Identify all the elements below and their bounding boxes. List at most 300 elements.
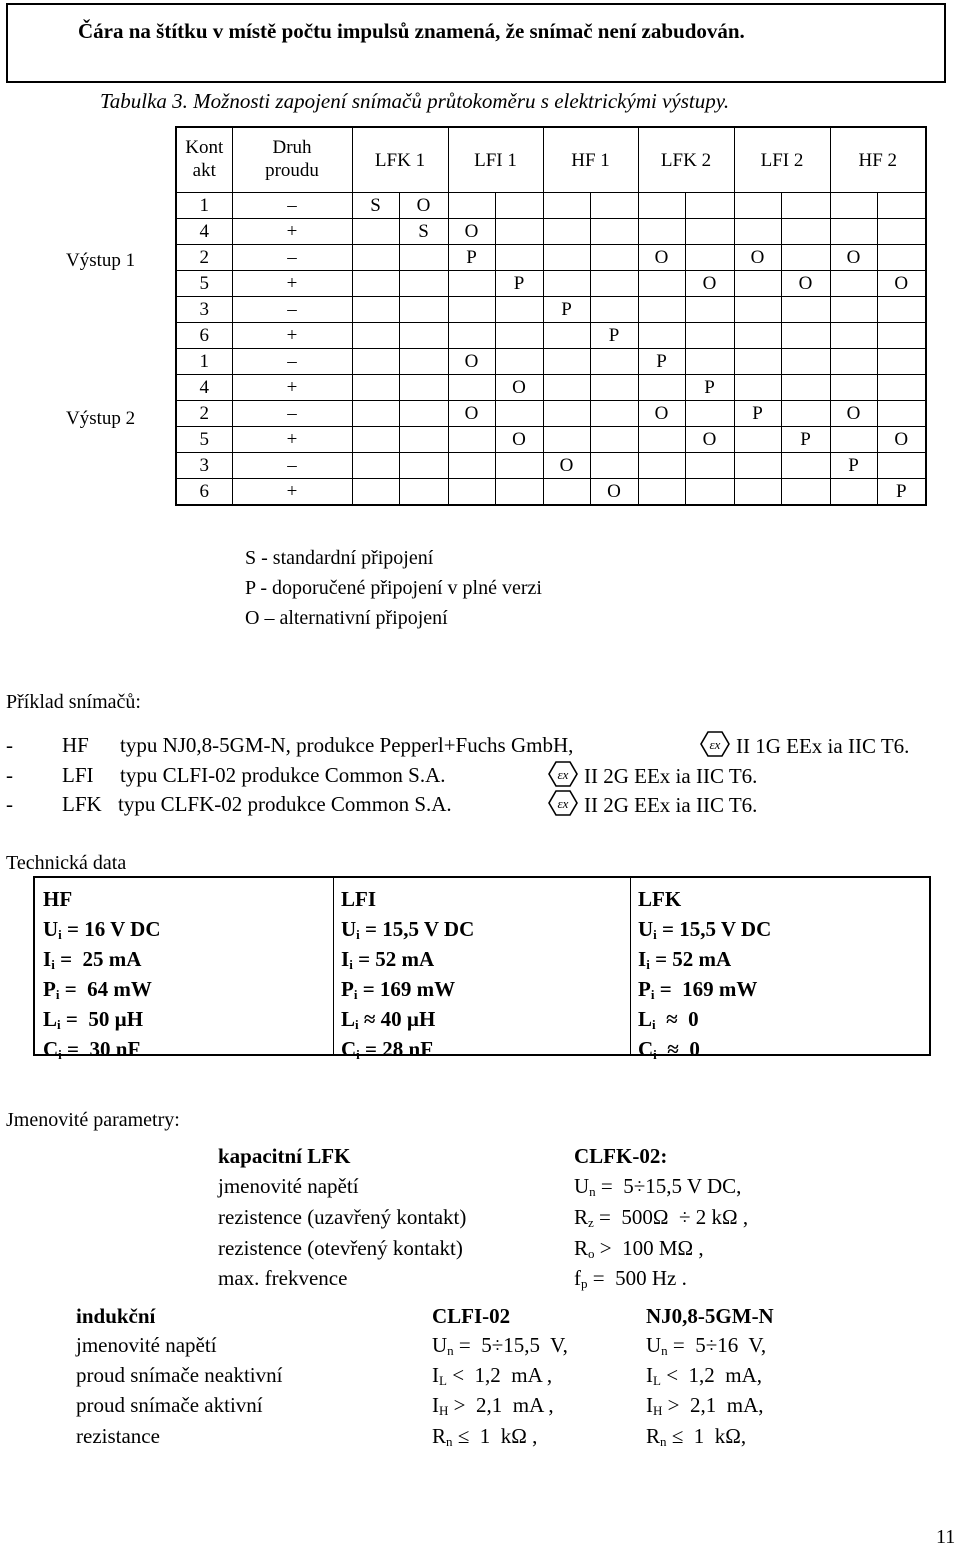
cap-param-name: rezistence (otevřený kontakt): [218, 1236, 463, 1260]
value-text: [646, 1363, 762, 1387]
contact-cell: 3: [176, 297, 232, 323]
connection-cell: [877, 323, 926, 349]
tech-line: [638, 1034, 771, 1064]
connection-cell: [685, 297, 734, 323]
ind-param-name: jmenovité napětí: [76, 1333, 217, 1357]
connection-cell: [877, 349, 926, 375]
value: = 15,5 V DC: [656, 917, 772, 941]
value: > 2,1 mA ,: [448, 1393, 554, 1417]
subscript: i: [57, 1017, 61, 1032]
contact-cell: 6: [176, 479, 232, 506]
symbol: P: [341, 977, 354, 1001]
cap-param-value: [574, 1238, 704, 1259]
connection-cell: [830, 297, 877, 323]
connection-cell: [352, 245, 399, 271]
tech-line: [341, 944, 474, 974]
symbol: U: [341, 917, 357, 941]
tech-line: [341, 1034, 474, 1064]
connection-cell: [638, 453, 685, 479]
ind-param-value-clfi: [432, 1395, 554, 1416]
connection-cell: [781, 453, 830, 479]
symbol: U: [432, 1333, 448, 1357]
connection-cell: [830, 349, 877, 375]
connection-cell: [781, 323, 830, 349]
header-lfi2: LFI 2: [734, 127, 830, 193]
connection-cell: [352, 375, 399, 401]
tech-line: [638, 974, 771, 1004]
connection-cell: [352, 271, 399, 297]
value-text: [341, 917, 474, 941]
svg-text:εx: εx: [557, 767, 569, 782]
legend-p: P - doporučené připojení v plné verzi: [245, 577, 542, 599]
table-row: [176, 297, 926, 323]
value: = 52 mA: [352, 947, 435, 971]
value-text: [638, 977, 757, 1001]
tech-line: [43, 944, 161, 974]
connection-cell: [685, 323, 734, 349]
symbol: U: [574, 1174, 590, 1198]
subscript: i: [353, 987, 358, 1002]
value-text: [638, 1007, 699, 1031]
table-row: [176, 375, 926, 401]
subscript: i: [51, 957, 55, 972]
connection-cell: [399, 245, 448, 271]
page-number: 11: [936, 1526, 956, 1548]
tech-line: [341, 974, 474, 1004]
subscript: i: [355, 1017, 359, 1032]
ex-hexagon-icon: [700, 731, 730, 757]
connection-cell: [781, 375, 830, 401]
table-row: [176, 453, 926, 479]
value: ≤ 1 kΩ,: [666, 1424, 747, 1448]
contact-cell: 4: [176, 375, 232, 401]
cert-text: II 2G EEx ia IIC T6.: [584, 793, 758, 817]
current-cell: –: [232, 245, 352, 271]
cap-param-name: jmenovité napětí: [218, 1174, 359, 1198]
connection-cell: [399, 427, 448, 453]
symbol: R: [574, 1205, 589, 1229]
value: < 1,2 mA,: [660, 1363, 763, 1387]
current-cell: –: [232, 453, 352, 479]
value-text: [341, 977, 455, 1001]
connection-cell: [877, 193, 926, 219]
symbol: L: [43, 1007, 58, 1031]
rated-title: Jmenovité parametry:: [6, 1109, 180, 1131]
connection-cell: [543, 245, 590, 271]
connection-cell: [543, 479, 590, 506]
connection-cell: [685, 453, 734, 479]
connection-cell: [830, 427, 877, 453]
symbol: I: [638, 947, 647, 971]
connection-cell: [781, 401, 830, 427]
connection-cell: [734, 271, 781, 297]
tech-column-lfk: [638, 884, 771, 1064]
connection-cell: [685, 401, 734, 427]
connection-cell: [590, 427, 638, 453]
connection-cell: [352, 323, 399, 349]
current-cell: –: [232, 297, 352, 323]
symbol: R: [574, 1236, 589, 1260]
subscript: n: [661, 1343, 668, 1358]
contact-cell: 1: [176, 193, 232, 219]
connection-cell: O: [590, 479, 638, 506]
connection-cell: [734, 323, 781, 349]
connection-cell: [352, 219, 399, 245]
connection-cell: [734, 297, 781, 323]
ind-param-name: proud snímače neaktivní: [76, 1363, 283, 1387]
tech-divider: [630, 878, 631, 1054]
connection-cell: P: [590, 323, 638, 349]
value: > 2,1 mA,: [662, 1393, 764, 1417]
symbol: U: [638, 917, 654, 941]
tech-divider: [333, 878, 334, 1054]
subscript: i: [653, 1047, 657, 1062]
table-row: [176, 349, 926, 375]
connection-cell: [352, 453, 399, 479]
connection-cell: [543, 349, 590, 375]
value-text: [43, 917, 161, 941]
example-text: typu CLFI-02 produkce Common S.A.: [120, 763, 446, 787]
connection-cell: [590, 219, 638, 245]
connection-cell: [495, 401, 543, 427]
value-text: [574, 1205, 748, 1229]
connection-cell: [590, 193, 638, 219]
connection-cell: [399, 479, 448, 506]
ind-param-value-nj: [646, 1426, 746, 1447]
value-text: [341, 1007, 435, 1031]
connection-cell: [448, 271, 495, 297]
contact-cell: 2: [176, 245, 232, 271]
contact-cell: 2: [176, 401, 232, 427]
symbol: I: [43, 947, 52, 971]
connection-cell: O: [448, 219, 495, 245]
connection-cell: [495, 323, 543, 349]
example-cert: [548, 761, 757, 787]
connection-cell: O: [685, 427, 734, 453]
value: = 28 nF: [359, 1037, 434, 1061]
ex-hexagon-icon: [548, 790, 578, 816]
symbol: I: [432, 1393, 439, 1417]
value-text: [638, 917, 771, 941]
value-text: [43, 1037, 140, 1061]
connection-cell: P: [638, 349, 685, 375]
connection-cell: O: [781, 271, 830, 297]
connection-cell: [590, 375, 638, 401]
tech-line: [341, 1004, 474, 1034]
tech-column-head: LFI: [341, 887, 377, 911]
connection-cell: P: [877, 479, 926, 506]
connection-cell: P: [448, 245, 495, 271]
tech-line: [43, 1004, 161, 1034]
tech-line: [43, 914, 161, 944]
value: = 500Ω ÷ 2 kΩ ,: [593, 1205, 749, 1229]
connection-cell: [399, 349, 448, 375]
subscript: z: [588, 1215, 594, 1230]
subscript: p: [581, 1276, 588, 1291]
connection-cell: [877, 453, 926, 479]
connection-cell: O: [543, 453, 590, 479]
connection-cell: [781, 193, 830, 219]
current-cell: –: [232, 349, 352, 375]
current-cell: +: [232, 323, 352, 349]
connection-cell: O: [734, 245, 781, 271]
ex-hexagon-icon: [548, 761, 578, 787]
value: = 169 mW: [654, 977, 758, 1001]
value-text: [638, 1037, 700, 1061]
note-text: Čára na štítku v místě počtu impulsů znamená, že snímač není zabudován.: [78, 19, 745, 43]
connection-cell: [352, 479, 399, 506]
value-text: [646, 1424, 746, 1448]
connection-cell: [830, 193, 877, 219]
connection-cell: [830, 271, 877, 297]
tech-title: Technická data: [6, 852, 127, 874]
subscript: n: [447, 1343, 454, 1358]
connection-cell: [877, 245, 926, 271]
connection-cell: [495, 297, 543, 323]
cap-model: CLFK-02:: [574, 1144, 668, 1168]
cap-param-value: [574, 1207, 748, 1228]
symbol: I: [646, 1393, 653, 1417]
value: = 50 µH: [60, 1007, 144, 1031]
connection-cell: [781, 479, 830, 506]
subscript: i: [58, 1047, 62, 1062]
value: ≤ 1 kΩ ,: [452, 1424, 538, 1448]
connection-cell: [448, 193, 495, 219]
connection-cell: [638, 375, 685, 401]
ind-model-2: NJ0,8-5GM-N: [646, 1304, 774, 1328]
value-text: [646, 1393, 763, 1417]
connection-cell: [734, 219, 781, 245]
subscript: n: [446, 1434, 453, 1449]
connection-cell: O: [638, 401, 685, 427]
cap-param-value: [574, 1176, 741, 1197]
symbol: f: [574, 1266, 581, 1290]
connection-cell: [448, 427, 495, 453]
tech-line: [43, 974, 161, 1004]
connection-cell: [495, 349, 543, 375]
connection-cell: [543, 323, 590, 349]
connection-cell: [734, 193, 781, 219]
value: ≈ 0: [655, 1007, 699, 1031]
ind-param-name: rezistance: [76, 1424, 160, 1448]
symbol: R: [646, 1424, 661, 1448]
header-hf1: HF 1: [543, 127, 638, 193]
connection-cell: [830, 375, 877, 401]
connection-cell: O: [448, 349, 495, 375]
connection-cell: [352, 297, 399, 323]
example-name: HF: [62, 733, 89, 757]
subscript: i: [58, 927, 62, 942]
value: = 500 Hz .: [587, 1266, 687, 1290]
connection-cell: [877, 297, 926, 323]
tech-line: [638, 1004, 771, 1034]
value: ≈ 0: [656, 1037, 700, 1061]
value: = 64 mW: [59, 977, 152, 1001]
symbol: I: [432, 1363, 439, 1387]
connection-cell: P: [543, 297, 590, 323]
example-name: LFK: [62, 792, 102, 816]
subscript: i: [652, 1017, 656, 1032]
subscript: H: [653, 1403, 663, 1418]
ind-param-value-nj: [646, 1365, 762, 1386]
value: = 52 mA: [649, 947, 732, 971]
subscript: i: [349, 957, 353, 972]
legend-s: S - standardní připojení: [245, 547, 434, 569]
connection-cell: [399, 271, 448, 297]
header-lfk2: LFK 2: [638, 127, 734, 193]
connection-cell: [543, 375, 590, 401]
connection-cell: S: [352, 193, 399, 219]
value-text: [432, 1333, 568, 1357]
value: ≈ 40 µH: [358, 1007, 436, 1031]
connection-cell: [543, 401, 590, 427]
tech-line: [638, 944, 771, 974]
tech-line: [43, 1034, 161, 1064]
example-cert: [700, 731, 909, 757]
value: = 5÷15,5 V DC,: [595, 1174, 742, 1198]
value-text: [43, 1007, 143, 1031]
value: > 100 MΩ ,: [594, 1236, 704, 1260]
value: = 5÷15,5 V,: [453, 1333, 568, 1357]
cert-text: II 2G EEx ia IIC T6.: [584, 764, 758, 788]
group-label-vystup-2: Výstup 2: [66, 408, 136, 429]
value-text: [646, 1333, 766, 1357]
connection-cell: [448, 323, 495, 349]
contact-cell: 3: [176, 453, 232, 479]
connection-cell: [448, 297, 495, 323]
connection-cell: O: [877, 427, 926, 453]
header-hf2: HF 2: [830, 127, 926, 193]
header-kontakt: Kont akt: [176, 127, 232, 193]
contact-cell: 1: [176, 349, 232, 375]
connection-cell: [781, 297, 830, 323]
connection-cell: P: [830, 453, 877, 479]
connection-cell: P: [734, 401, 781, 427]
connection-cell: O: [638, 245, 685, 271]
symbol: P: [638, 977, 651, 1001]
subscript: i: [650, 987, 655, 1002]
symbol: U: [43, 917, 59, 941]
subscript: i: [646, 957, 650, 972]
connection-cell: P: [495, 271, 543, 297]
connection-cell: [830, 479, 877, 506]
connection-cell: [399, 323, 448, 349]
subscript: o: [588, 1246, 595, 1261]
ind-param-value-nj: [646, 1395, 763, 1416]
connection-cell: [830, 219, 877, 245]
connection-cell: [543, 193, 590, 219]
connection-cell: [495, 453, 543, 479]
connection-cell: S: [399, 219, 448, 245]
example-dash: -: [6, 733, 13, 757]
value: = 30 nF: [61, 1037, 141, 1061]
connection-cell: [448, 375, 495, 401]
connection-cell: [734, 349, 781, 375]
example-text: typu NJ0,8-5GM-N, produkce Pepperl+Fuchs GmbH,: [120, 733, 574, 757]
connection-cell: [448, 453, 495, 479]
value-text: [574, 1266, 687, 1290]
value: = 5÷16 V,: [667, 1333, 767, 1357]
tech-column-head: HF: [43, 887, 73, 911]
symbol: P: [43, 977, 56, 1001]
connection-cell: O: [495, 375, 543, 401]
cap-param-name: rezistence (uzavřený kontakt): [218, 1205, 467, 1229]
connection-cell: [638, 297, 685, 323]
symbol: R: [432, 1424, 447, 1448]
connection-cell: P: [685, 375, 734, 401]
connection-cell: [590, 271, 638, 297]
table-row: [176, 479, 926, 506]
symbol: C: [638, 1037, 654, 1061]
connection-cell: [399, 297, 448, 323]
value: = 169 mW: [357, 977, 456, 1001]
symbol: I: [646, 1363, 653, 1387]
connection-cell: [638, 479, 685, 506]
connection-cell: [877, 219, 926, 245]
value-text: [432, 1393, 554, 1417]
table-row: [176, 245, 926, 271]
connection-cell: [685, 349, 734, 375]
connection-cell: [877, 401, 926, 427]
connection-cell: O: [830, 401, 877, 427]
connection-cell: P: [781, 427, 830, 453]
connection-cell: [399, 453, 448, 479]
example-dash: -: [6, 792, 13, 816]
connection-cell: [734, 479, 781, 506]
ind-label: indukční: [76, 1304, 156, 1328]
connection-cell: [495, 219, 543, 245]
subscript: L: [653, 1373, 661, 1388]
connection-cell: [781, 245, 830, 271]
table-row: [176, 271, 926, 297]
symbol: L: [638, 1007, 653, 1031]
connection-cell: [352, 427, 399, 453]
contact-cell: 5: [176, 271, 232, 297]
tech-data-box: [33, 876, 931, 1062]
header-druh-proudu: Druh proudu: [232, 127, 352, 193]
cap-param-value: [574, 1268, 687, 1289]
value-text: [432, 1424, 537, 1448]
symbol: I: [341, 947, 350, 971]
symbol: L: [341, 1007, 356, 1031]
connection-cell: [352, 401, 399, 427]
symbol: U: [646, 1333, 662, 1357]
subscript: n: [589, 1184, 596, 1199]
connection-cell: [638, 323, 685, 349]
value-text: [638, 947, 731, 971]
note-box: [6, 3, 946, 83]
connection-cell: [638, 271, 685, 297]
tech-column-head: LFK: [638, 887, 682, 911]
connection-cell: [590, 401, 638, 427]
connection-cell: [590, 453, 638, 479]
symbol: C: [43, 1037, 59, 1061]
connection-cell: [685, 479, 734, 506]
connection-cell: [685, 193, 734, 219]
connection-cell: O: [399, 193, 448, 219]
contact-cell: 6: [176, 323, 232, 349]
cap-param-name: max. frekvence: [218, 1266, 348, 1290]
connection-table: [175, 126, 927, 506]
connection-cell: [590, 349, 638, 375]
connection-cell: [685, 245, 734, 271]
connection-cell: [352, 349, 399, 375]
connection-cell: O: [495, 427, 543, 453]
examples-title: Příklad snímačů:: [6, 691, 141, 713]
connection-cell: [638, 219, 685, 245]
connection-cell: [734, 427, 781, 453]
legend-o: O – alternativní připojení: [245, 607, 448, 629]
